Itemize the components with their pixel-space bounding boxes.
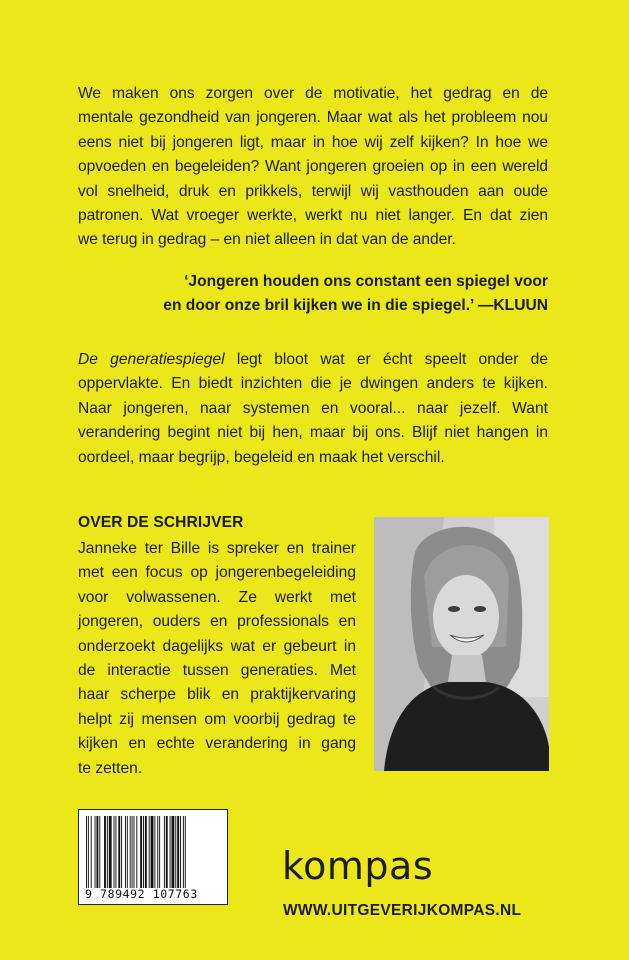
book-description (78, 348, 548, 470)
barcode-bar (114, 816, 115, 888)
description-line: verandering begint niet bij hen, maar bij ons. Blijf niet hangen in (78, 424, 548, 442)
barcode-bar (136, 816, 137, 888)
about-line: onderzoekt dagelijks wat er gebeurt in (78, 637, 356, 655)
isbn-number: 9 789492 107763 (85, 887, 198, 901)
barcode-bar (115, 816, 116, 888)
about-line: voor volwassenen. Ze werkt met (78, 588, 356, 606)
description-line: oordeel, maar begrijp, begeleid en maak het verschil. (78, 448, 445, 466)
barcode-bar (140, 816, 142, 888)
barcode-bar (177, 816, 179, 888)
barcode-bar (145, 816, 147, 888)
quote-line: en door onze bril kijken we in die spiegel.’ —KLUUN (163, 297, 548, 314)
barcode-bar (180, 816, 181, 888)
author-photo (374, 517, 549, 771)
about-line: jongeren, ouders en professionals en (78, 613, 356, 631)
barcode-bar (121, 816, 122, 888)
barcode-bar (166, 816, 168, 888)
isbn-barcode (78, 809, 228, 905)
barcode-bar (132, 816, 133, 888)
about-line: haar scherpe blik en praktijkervaring (78, 686, 356, 704)
kluun-quote (140, 270, 548, 318)
intro-paragraph (78, 82, 548, 253)
about-line: kijken en echte verandering in gang (78, 735, 356, 753)
barcode-bars (86, 816, 222, 888)
barcode-bar (183, 816, 184, 888)
barcode-bar (159, 816, 160, 888)
barcode-bar (96, 816, 98, 888)
barcode-bar (175, 816, 176, 888)
barcode-bar (95, 816, 96, 888)
description-line: oppervlakte. En biedt inzichten die je dwingen anders te kijken. (78, 375, 548, 393)
intro-line: patronen. Wat vroeger werkte, werkt nu niet langer. En dat zien (78, 207, 548, 225)
intro-line: mentale gezondheid van jongeren. Maar wat als het probleem nou (78, 109, 548, 127)
intro-line: vol snelheid, druk en prikkels, terwijl wij vasthouden aan oude (78, 182, 548, 200)
barcode-bar (104, 816, 106, 888)
barcode-bar (143, 816, 144, 888)
barcode-bar (149, 816, 150, 888)
about-line: Janneke ter Bille is spreker en trainer (78, 540, 356, 557)
publisher-logo: kompas (282, 844, 434, 888)
publisher-url[interactable]: WWW.UITGEVERIJKOMPAS.NL (283, 902, 522, 919)
barcode-bar (127, 816, 128, 888)
barcode-bar (185, 816, 186, 888)
quote-line: ‘Jongeren houden ons constant een spiegel voor (184, 273, 548, 290)
book-title-italic: De generatiespiegel (78, 351, 225, 368)
description-line (78, 348, 548, 372)
barcode-bar (154, 816, 155, 888)
about-line: helpt zij mensen om voorbij gedrag te (78, 710, 356, 728)
barcode-bar (125, 816, 126, 888)
intro-line: we terug in gedrag – en niet alleen in dat van de ander. (78, 231, 456, 249)
barcode-bar (172, 816, 175, 888)
barcode-bar (130, 816, 131, 888)
intro-line: opvoeden en begeleiden? Want jongeren groeien op in een wereld (78, 158, 548, 176)
barcode-bar (157, 816, 158, 888)
barcode-bar (109, 816, 112, 888)
about-line: te zetten. (78, 759, 143, 777)
intro-line: eens niet bij jongeren ligt, maar in hoe wij zelf kijken? In hoe we (78, 133, 548, 151)
barcode-bar (118, 816, 120, 888)
intro-line: We maken ons zorgen over de motivatie, het gedrag en de (78, 85, 548, 102)
barcode-bar (99, 816, 100, 888)
barcode-bar (170, 816, 171, 888)
barcode-bar (86, 816, 87, 888)
barcode-bar (151, 816, 154, 888)
barcode-bar (91, 816, 92, 888)
description-line: Naar jongeren, naar systemen en vooral... naar jezelf. Want (78, 399, 548, 417)
barcode-bar (107, 816, 108, 888)
barcode-bar (134, 816, 135, 888)
about-author-text (78, 537, 356, 781)
barcode-bar (88, 816, 89, 888)
description-line-rest: legt bloot wat er écht speelt onder de (224, 351, 548, 368)
about-line: met een focus op jongerenbegeleiding (78, 564, 356, 582)
about-author-heading: OVER DE SCHRIJVER (78, 514, 244, 531)
about-line: de interactie tussen generaties. Met (78, 662, 356, 680)
barcode-bar (164, 816, 165, 888)
